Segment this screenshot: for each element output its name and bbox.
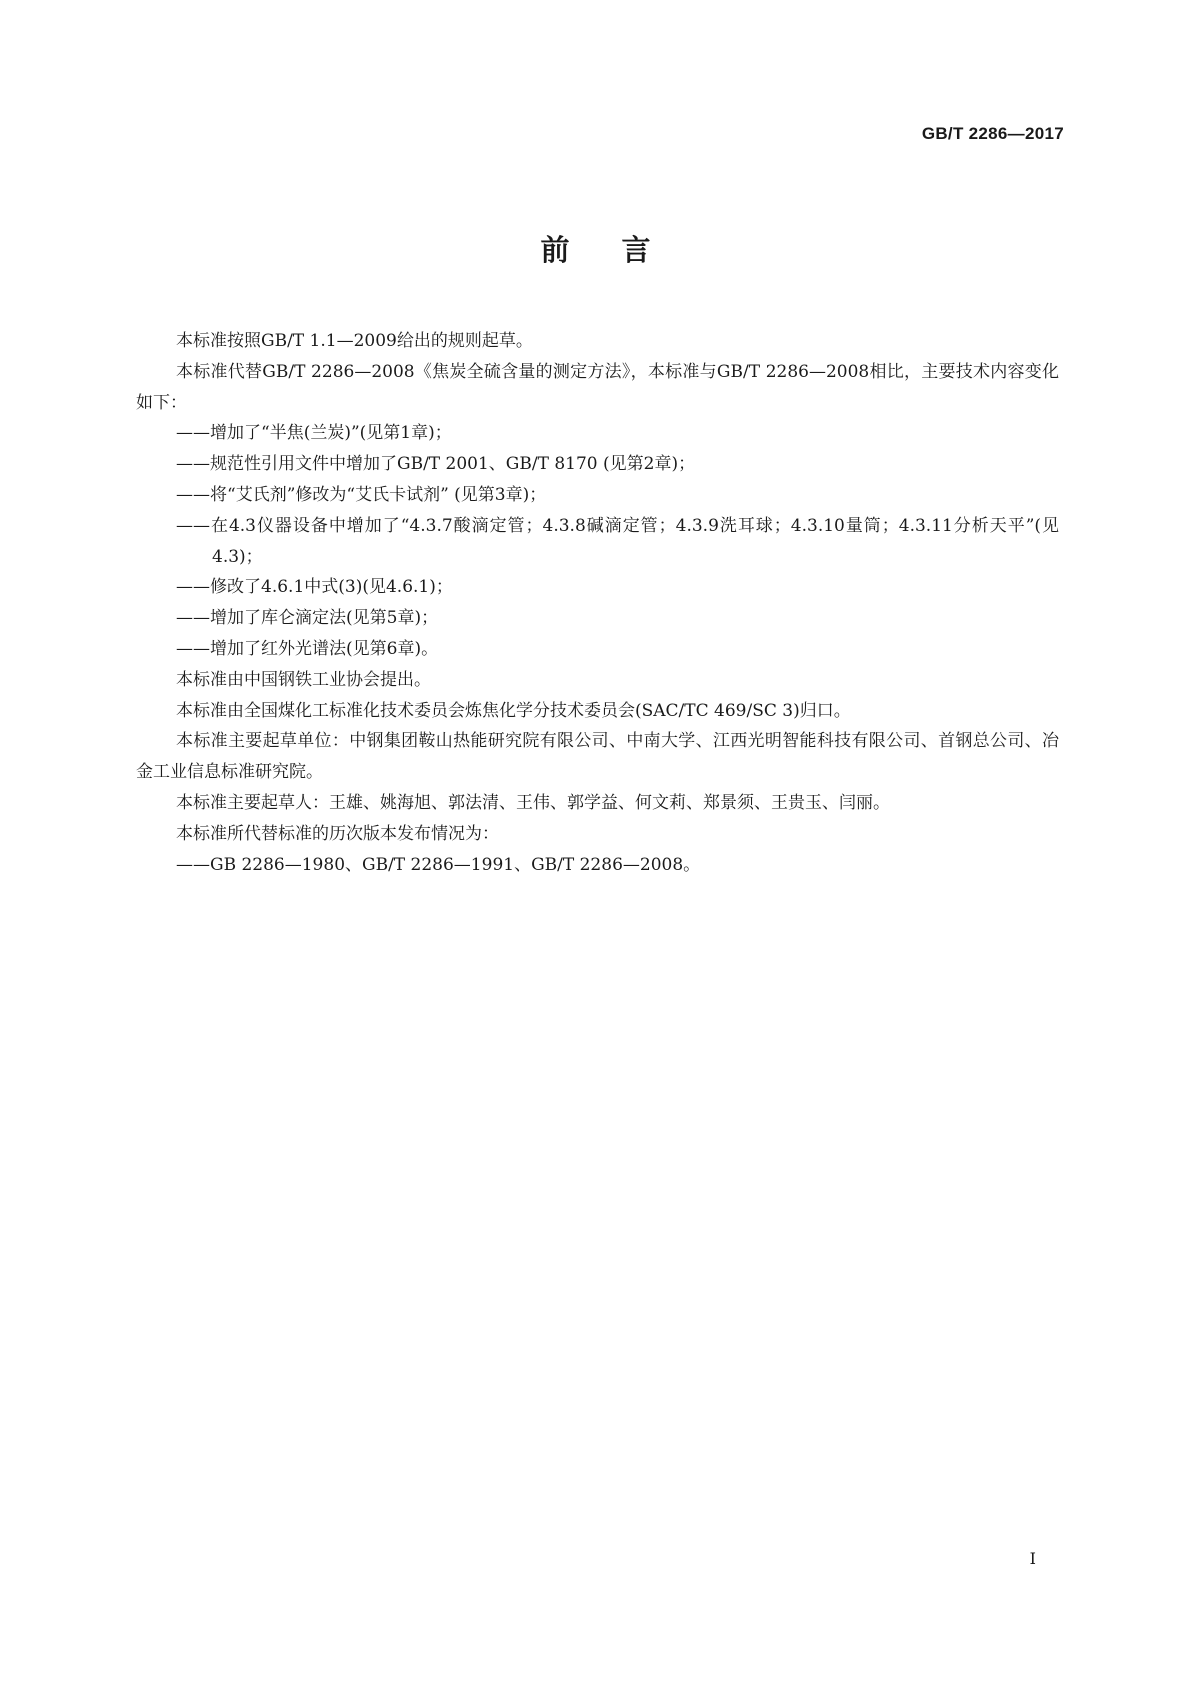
change-item: ——修改了4.6.1中式(3)(见4.6.1)；: [176, 577, 453, 598]
paragraph-drafters: 本标准主要起草人：王雄、姚海旭、郭法清、王伟、郭学益、何文莉、郑景须、王贵玉、闫丽。: [176, 792, 890, 813]
change-item: ——增加了“半焦(兰炭)”(见第1章)；: [176, 423, 452, 444]
paragraph-committee: 本标准由全国煤化工标准化技术委员会炼焦化学分技术委员会(SAC/TC 469/SC 3)归口。: [176, 700, 851, 721]
paragraph-drafting-units: 本标准主要起草单位：中钢集团鞍山热能研究院有限公司、中南大学、江西光明智能科技有限公司、首钢总公司、冶金工业信息标准研究院。: [136, 731, 1059, 783]
standard-number: GB/T 2286—2017: [921, 124, 1064, 143]
paragraph-drafting-rules: 本标准按照GB/T 1.1—2009给出的规则起草。: [176, 331, 533, 351]
change-item: ——规范性引用文件中增加了GB/T 2001、GB/T 8170 (见第2章)；: [176, 454, 696, 475]
change-item: ——在4.3仪器设备中增加了“4.3.7酸滴定管；4.3.8碱滴定管；4.3.9洗耳球；4.3.10量筒；4.3.11分析天平”(见4.3)；: [176, 515, 1059, 567]
paragraph-version-history: 本标准所代替标准的历次版本发布情况为：: [176, 823, 499, 844]
change-item: ——将“艾氏剂”修改为“艾氏卡试剂” (见第3章)；: [176, 484, 547, 505]
history-item: ——GB 2286—1980、GB/T 2286—1991、GB/T 2286—2008。: [176, 854, 701, 875]
change-item: ——增加了库仑滴定法(见第5章)；: [176, 608, 439, 629]
change-item: ——增加了红外光谱法(见第6章)。: [176, 638, 439, 659]
page-title: 前言: [540, 233, 703, 267]
paragraph-proposer: 本标准由中国钢铁工业协会提出。: [176, 669, 431, 690]
page-number: I: [1029, 1549, 1036, 1568]
foreword-body: [136, 326, 1059, 880]
paragraph-replacement: 本标准代替GB/T 2286—2008《焦炭全硫含量的测定方法》，本标准与GB/T 2286—2008相比，主要技术内容变化如下：: [136, 361, 1059, 413]
